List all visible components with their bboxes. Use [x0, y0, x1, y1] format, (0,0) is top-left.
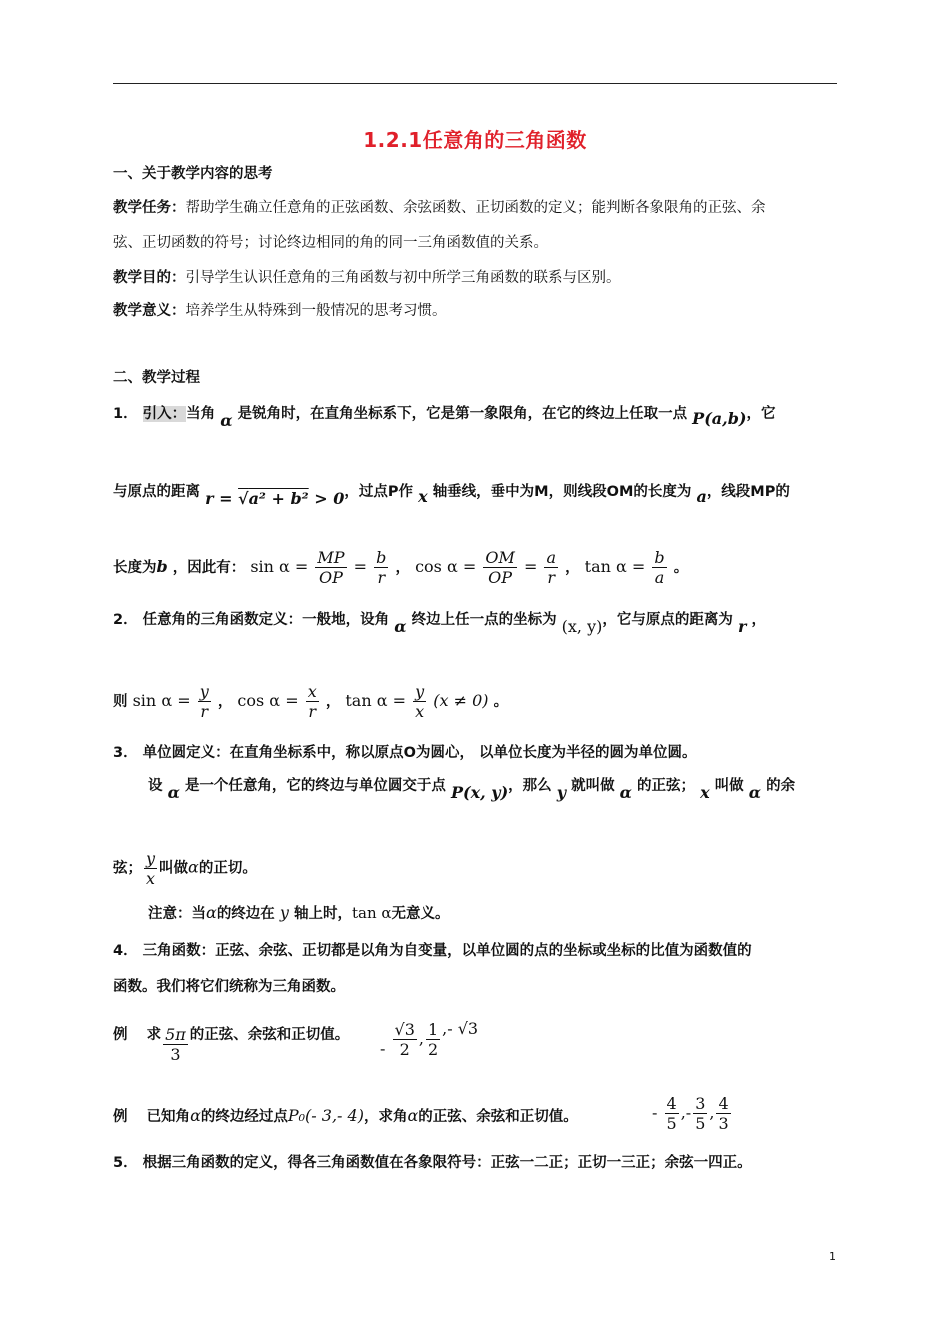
b-over-a: [652, 548, 666, 587]
separator: ，: [395, 560, 411, 576]
answer-neg-sqrt3: ,- √3: [442, 1019, 479, 1038]
item-2-line-2: [113, 682, 508, 721]
tan-label: tan α =: [584, 557, 646, 576]
x-numerator: x: [307, 682, 317, 701]
three-denominator-2: 3: [718, 1114, 729, 1133]
item-3-line-2: [148, 775, 796, 802]
item-1-text-h: 长度为: [113, 560, 157, 576]
document-title: 1.2.1任意角的三角函数: [363, 128, 587, 152]
example-2: [113, 1106, 578, 1127]
note-text-c: 轴上时，: [293, 906, 352, 922]
item-5-number: 5．: [113, 1155, 138, 1171]
item-3-text-f: 的正弦；: [637, 778, 696, 794]
a-over-r: [544, 548, 558, 587]
distance-r-expression: [205, 489, 344, 508]
section-2-heading: 二、教学过程: [113, 370, 200, 386]
three-numerator: 3: [695, 1094, 706, 1113]
item-1-number: 1．: [113, 406, 138, 422]
a-numerator: a: [546, 548, 556, 567]
op-denominator: OP: [319, 568, 343, 587]
b-numerator-2: b: [654, 548, 665, 567]
answer-minus: -: [380, 1039, 386, 1058]
alpha-symbol-6: α: [188, 857, 199, 877]
note-text-a: 注意：当: [148, 906, 206, 922]
b-numerator: b: [376, 548, 387, 567]
alpha-symbol-3: α: [167, 783, 180, 802]
y-numerator: y: [199, 682, 209, 701]
item-2-number: 2．: [113, 612, 138, 628]
x-symbol: x: [700, 783, 710, 802]
point-p-ab: P(a,b): [692, 409, 747, 428]
five-denominator-2: 5: [695, 1114, 706, 1133]
cos-label: cos α =: [415, 557, 477, 576]
example-2-text-c: ，求角: [363, 1109, 408, 1125]
r-denominator: r: [377, 568, 386, 587]
mp-numerator: MP: [317, 548, 345, 567]
item-1-text-g: ，线段MP的: [706, 484, 790, 500]
r-denominator-4: r: [308, 702, 317, 721]
item-3-text-i: 弦；: [113, 860, 142, 877]
item-1-text-a: 当角: [186, 406, 216, 422]
item-3-note: [148, 903, 450, 924]
item-3-text-e: 就叫做: [571, 778, 615, 794]
teaching-meaning-label: 教学意义：: [113, 303, 186, 319]
item-5: [113, 1153, 752, 1173]
r-expr-rhs: > 0: [314, 489, 345, 508]
alpha-symbol-9: α: [407, 1106, 419, 1125]
alpha-symbol-4: α: [619, 783, 632, 802]
four-numerator-2: 4: [718, 1094, 729, 1113]
x-over-r: [306, 682, 319, 721]
point-xy: (x, y): [561, 617, 603, 636]
r-symbol: r: [737, 617, 747, 636]
cos-label-2: cos α =: [237, 691, 299, 710]
tan-label-2: tan α =: [345, 691, 407, 710]
y-symbol: y: [556, 783, 567, 802]
alpha-symbol-8: α: [190, 1106, 201, 1125]
example-1-answer: [380, 1020, 478, 1059]
answer-comma: ,: [418, 1029, 424, 1048]
b-over-r: [374, 548, 388, 587]
answer-2-minus: -: [652, 1103, 658, 1122]
page-number: 1: [829, 1250, 836, 1263]
item-1-text-d: 与原点的距离: [113, 484, 200, 500]
five-denominator: 5: [666, 1114, 677, 1133]
sin-label: sin α =: [250, 557, 309, 576]
separator-2: ，: [565, 560, 580, 576]
y-axis-symbol: y: [279, 903, 289, 922]
length-a-symbol: a: [696, 487, 707, 506]
item-1-intro-label: 引入：: [142, 406, 187, 422]
example-2-text-d: 的正弦、余弦和正切值。: [418, 1109, 578, 1125]
x-denominator: x: [415, 702, 425, 721]
answer-2-comma: ,: [709, 1103, 715, 1122]
item-2-then: 则: [113, 694, 128, 710]
y-over-x-tangent: [144, 849, 157, 888]
five-pi-over-three: [163, 1025, 188, 1064]
four-over-three: [716, 1094, 730, 1133]
example-2-text-a: 已知角: [146, 1109, 191, 1125]
teaching-meaning-text: 培养学生从特殊到一般情况的思考习惯。: [185, 303, 447, 319]
equals-sign: =: [353, 557, 368, 576]
x-axis-symbol: x: [418, 487, 428, 506]
tan-alpha: tan α: [351, 904, 392, 922]
header-rule: [113, 83, 837, 84]
item-1-text-i: ，因此有：: [172, 560, 246, 576]
alpha-symbol-2: α: [394, 617, 407, 636]
item-3-line-1: [113, 743, 697, 763]
sqrt3-numerator: √3: [394, 1020, 415, 1039]
section-1-heading: 一、关于教学内容的思考: [113, 166, 273, 182]
item-3-line-3: [113, 849, 257, 888]
teaching-task-line-2: 弦、正切函数的符号；讨论终边相同的角的同一三角函数值的关系。: [113, 235, 548, 251]
item-2-text-d: ，: [751, 612, 766, 628]
item-3-text-a: 单位圆定义：在直角坐标系中，称以原点O为圆心， 以单位长度为半径的圆为单位圆。: [142, 745, 697, 761]
separator-4: ，: [325, 694, 341, 710]
example-1-text-b: 的正弦、余弦和正切值。: [189, 1027, 350, 1043]
y-numerator-3: y: [146, 849, 156, 868]
one-numerator: 1: [427, 1020, 439, 1039]
unit-circle-point: P(x, y): [451, 783, 509, 802]
alpha-symbol-7: α: [206, 903, 217, 922]
alpha-symbol: α: [220, 411, 233, 430]
om-numerator: OM: [485, 548, 515, 567]
two-denominator-2: 2: [427, 1040, 439, 1059]
example-2-answer: [652, 1094, 733, 1133]
teaching-purpose-label: 教学目的：: [113, 270, 186, 286]
three-over-five: [693, 1094, 707, 1133]
sqrt3-over-2: [393, 1020, 417, 1059]
equals-sign-2: =: [523, 557, 538, 576]
example-1: [113, 1025, 349, 1064]
two-denominator: 2: [399, 1040, 410, 1059]
item-3-text-b: 设: [148, 778, 163, 794]
x-denominator-2: x: [146, 869, 156, 888]
three-denominator: 3: [170, 1045, 181, 1064]
op-denominator-2: OP: [488, 568, 513, 587]
item-1-text-f: 轴垂线，垂中为M，则线段OM的长度为: [432, 484, 692, 500]
teaching-task-line-1: [113, 198, 766, 218]
x-nonzero-condition: (x ≠ 0): [433, 691, 489, 710]
item-4-text-1: 三角函数：正弦、余弦、正切都是以角为自变量，以单位圆的点的坐标或坐标的比值为函数值的: [142, 943, 752, 959]
teaching-purpose: [113, 268, 621, 288]
teaching-purpose-text: 引导学生认识任意角的三角函数与初中所学三角函数的联系与区别。: [185, 270, 621, 286]
five-pi-numerator: 5π: [165, 1025, 186, 1044]
answer-2-minus-2: ,-: [680, 1103, 692, 1122]
r-denominator-2: r: [547, 568, 556, 587]
item-1-text-e: ，过点P作: [344, 484, 414, 500]
item-4-line-2: 函数。我们将它们统称为三角函数。: [113, 979, 345, 995]
general-tan: [345, 682, 493, 721]
r-expr-lhs: r =: [205, 489, 233, 508]
item-2-text-a: 任意角的三角函数定义：一般地，设角: [142, 612, 390, 628]
item-3-number: 3．: [113, 745, 138, 761]
item-1-text-b: 是锐角时，在直角坐标系下，它是第一象限角，在它的终边上任取一点: [237, 406, 688, 422]
mp-over-op: [315, 548, 346, 587]
y-over-x: [413, 682, 426, 721]
alpha-symbol-5: α: [748, 783, 762, 802]
teaching-meaning: [113, 301, 447, 321]
item-3-text-h: 的余: [766, 778, 796, 794]
item-2-text-c: ，它与原点的距离为: [602, 612, 733, 628]
item-5-text: 根据三角函数的定义，得各三角函数值在各象限符号：正弦一二正；正切一三正；余弦一四正。: [142, 1155, 752, 1171]
general-cos: [237, 682, 325, 721]
y-over-r: [198, 682, 211, 721]
note-text-d: 无意义。: [391, 906, 450, 922]
four-numerator: 4: [666, 1094, 677, 1113]
r-denominator-3: r: [200, 702, 209, 721]
sin-definition: [250, 548, 395, 587]
item-1-text-c: ，它: [746, 406, 776, 422]
sin-label-2: sin α =: [132, 691, 191, 710]
example-1-label: 例: [113, 1027, 128, 1043]
item-3-text-g: 叫做: [714, 778, 744, 794]
item-3-text-k: 的正切。: [198, 860, 257, 877]
tan-definition: [584, 548, 674, 587]
period-2: 。: [493, 694, 509, 710]
item-1-line-1: [113, 403, 776, 430]
item-3-text-j: 叫做: [159, 860, 189, 877]
teaching-task-text: 帮助学生确立任意角的正弦函数、余弦函数、正切函数的定义；能判断各象限角的正弦、余: [185, 200, 766, 216]
a-denominator: a: [654, 568, 665, 587]
cos-definition: [415, 548, 565, 587]
example-2-text-b: 的终边经过点: [200, 1109, 288, 1125]
item-1-line-2: [113, 481, 790, 508]
example-2-label: 例: [113, 1109, 128, 1125]
item-1-line-3: [113, 548, 688, 587]
item-2-text-b: 终边上任一点的坐标为: [411, 612, 557, 628]
item-4-line-1: [113, 941, 752, 961]
item-3-text-d: ，那么: [508, 778, 552, 794]
general-sin: [128, 682, 218, 721]
length-b-symbol: b: [156, 557, 168, 576]
om-over-op: [483, 548, 517, 587]
sqrt-body: a² + b²: [248, 489, 309, 508]
teaching-task-label: 教学任务：: [113, 200, 186, 216]
item-3-text-c: 是一个任意角，它的终边与单位圆交于点: [184, 778, 446, 794]
separator-3: ，: [217, 694, 233, 710]
sqrt-expression: √a² + b²: [238, 489, 309, 508]
one-over-two: [426, 1020, 440, 1059]
y-numerator-2: y: [415, 682, 425, 701]
item-4-number: 4．: [113, 943, 138, 959]
item-2-line-1: [113, 609, 766, 636]
period: 。: [673, 560, 689, 576]
four-over-five: [665, 1094, 679, 1133]
note-text-b: 的终边在: [216, 906, 275, 922]
point-p0: P₀(- 3,- 4): [287, 1106, 364, 1125]
example-1-text-a: 求: [146, 1027, 162, 1043]
